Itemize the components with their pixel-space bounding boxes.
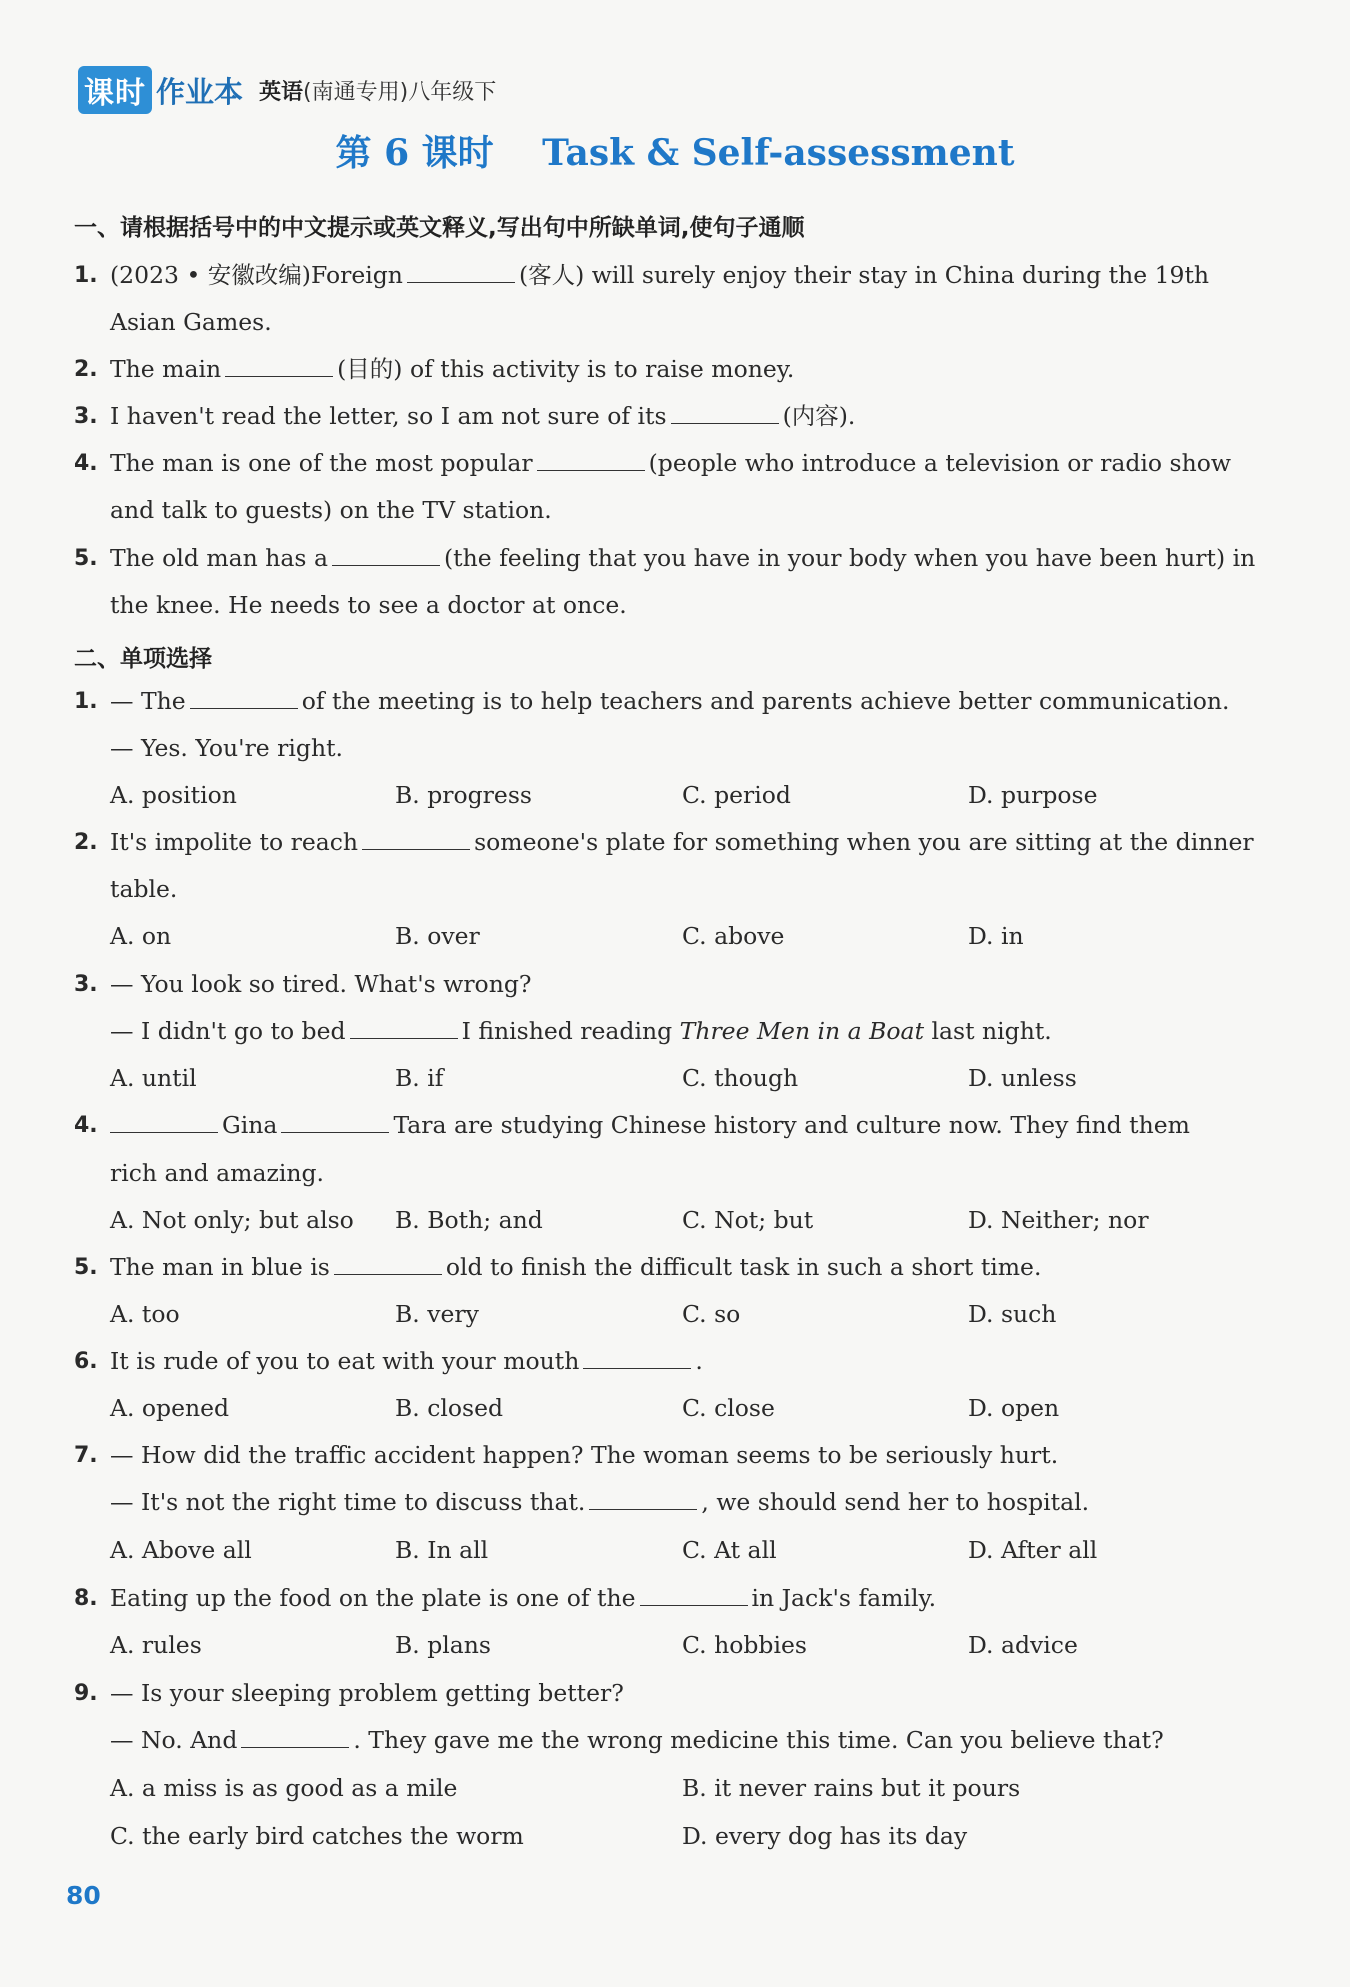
s2-q4-line2: rich and amazing. bbox=[110, 1159, 325, 1187]
option-b[interactable]: B. over bbox=[395, 922, 480, 950]
option-a[interactable]: A. rules bbox=[110, 1631, 202, 1659]
header bbox=[78, 68, 496, 112]
text-a: It is rude of you to eat with your mouth bbox=[110, 1347, 580, 1375]
answer-blank[interactable] bbox=[362, 829, 470, 850]
option-d[interactable]: D. purpose bbox=[968, 781, 1098, 809]
option-d[interactable]: D. in bbox=[968, 922, 1024, 950]
text-b: (内容). bbox=[782, 402, 856, 430]
logo-highlight: 课时 bbox=[78, 66, 152, 114]
item-number: 2. bbox=[74, 357, 98, 382]
option-c[interactable]: C. though bbox=[682, 1064, 799, 1092]
s2-q7-line2 bbox=[110, 1479, 1089, 1526]
question-line: — How did the traffic accident happen? The woman seems to be seriously hurt. bbox=[110, 1441, 1059, 1469]
text-b: (people who introduce a television or radio show bbox=[648, 449, 1231, 477]
question-line bbox=[110, 678, 1230, 725]
page-title: 第 6 课时 Task & Self-assessment bbox=[335, 132, 1015, 174]
question-number: 2. bbox=[74, 830, 98, 855]
text-b: , we should send her to hospital. bbox=[701, 1488, 1090, 1516]
s2-q2-line2: table. bbox=[110, 875, 178, 903]
s1-item-4-line2: and talk to guests) on the TV station. bbox=[110, 496, 552, 524]
question-number: 4. bbox=[74, 1113, 98, 1138]
answer-blank[interactable] bbox=[583, 1348, 691, 1369]
answer-blank[interactable] bbox=[671, 403, 779, 424]
answer-blank[interactable] bbox=[281, 1112, 389, 1133]
option-a[interactable]: A. position bbox=[110, 781, 237, 809]
item-line1 bbox=[110, 252, 1209, 299]
item-number: 5. bbox=[74, 546, 98, 571]
s2-q3-line2 bbox=[110, 1008, 1052, 1055]
answer-blank[interactable] bbox=[332, 545, 440, 566]
option-b[interactable]: B. if bbox=[395, 1064, 444, 1092]
answer-blank[interactable] bbox=[110, 1112, 218, 1133]
option-c[interactable]: C. above bbox=[682, 922, 785, 950]
option-a[interactable]: A. too bbox=[110, 1300, 180, 1328]
text-b: Tara are studying Chinese history and culture now. They find them bbox=[393, 1111, 1190, 1139]
option-a[interactable]: A. Above all bbox=[110, 1536, 252, 1564]
book-title: Three Men in a Boat bbox=[679, 1017, 925, 1045]
item-line1 bbox=[110, 535, 1255, 582]
option-d[interactable]: D. advice bbox=[968, 1631, 1078, 1659]
question-number: 7. bbox=[74, 1443, 98, 1468]
answer-blank[interactable] bbox=[537, 450, 645, 471]
option-b[interactable]: B. Both; and bbox=[395, 1206, 543, 1234]
text-a: The main bbox=[110, 355, 222, 383]
item-line1 bbox=[110, 440, 1231, 487]
text-a: — The bbox=[110, 687, 186, 715]
text-b: (the feeling that you have in your body when you have been hurt) in bbox=[443, 544, 1256, 572]
option-d[interactable]: D. unless bbox=[968, 1064, 1077, 1092]
option-b[interactable]: B. In all bbox=[395, 1536, 489, 1564]
question-line: — Is your sleeping problem getting better? bbox=[110, 1679, 624, 1707]
option-b[interactable]: B. closed bbox=[395, 1394, 504, 1422]
question-number: 1. bbox=[74, 689, 98, 714]
option-b[interactable]: B. plans bbox=[395, 1631, 491, 1659]
option-c[interactable]: C. so bbox=[682, 1300, 741, 1328]
logo-text: 作业本 bbox=[156, 74, 244, 109]
question-line bbox=[110, 1575, 936, 1622]
text-b: someone's plate for something when you are sitting at the dinner bbox=[474, 828, 1254, 856]
question-line bbox=[110, 1338, 703, 1385]
question-line bbox=[110, 1244, 1041, 1291]
answer-blank[interactable] bbox=[640, 1585, 748, 1606]
option-d[interactable]: D. open bbox=[968, 1394, 1060, 1422]
text-a: — No. And bbox=[110, 1726, 238, 1754]
text-b: . bbox=[695, 1347, 703, 1375]
text-a: — I didn't go to bed bbox=[110, 1017, 346, 1045]
subject-label bbox=[259, 75, 496, 106]
text-b: in Jack's family. bbox=[751, 1584, 937, 1612]
s2-q1-line2: — Yes. You're right. bbox=[110, 734, 344, 762]
text-c: last night. bbox=[931, 1017, 1052, 1045]
answer-blank[interactable] bbox=[407, 262, 515, 283]
text-a: Gina bbox=[222, 1111, 278, 1139]
option-c[interactable]: C. hobbies bbox=[682, 1631, 807, 1659]
text-a: I haven't read the letter, so I am not sure of its bbox=[110, 402, 667, 430]
option-a[interactable]: A. opened bbox=[110, 1394, 230, 1422]
option-d[interactable]: D. Neither; nor bbox=[968, 1206, 1149, 1234]
item-number: 4. bbox=[74, 451, 98, 476]
text-b: I finished reading bbox=[461, 1017, 673, 1045]
section1-heading: 一、请根据括号中的中文提示或英文释义,写出句中所缺单词,使句子通顺 bbox=[74, 215, 805, 241]
item-line1 bbox=[110, 393, 855, 440]
question-line bbox=[110, 819, 1254, 866]
question-number: 3. bbox=[74, 972, 98, 997]
item-number: 3. bbox=[74, 404, 98, 429]
question-number: 9. bbox=[74, 1681, 98, 1706]
option-d[interactable]: D. such bbox=[968, 1300, 1057, 1328]
s2-q9-line2 bbox=[110, 1717, 1164, 1764]
answer-blank[interactable] bbox=[190, 688, 298, 709]
item-line1 bbox=[110, 346, 794, 393]
question-line: — You look so tired. What's wrong? bbox=[110, 970, 532, 998]
question-number: 6. bbox=[74, 1349, 98, 1374]
text-a: The old man has a bbox=[110, 544, 328, 572]
answer-blank[interactable] bbox=[225, 356, 333, 377]
option-b[interactable]: B. it never rains but it pours bbox=[682, 1774, 1021, 1802]
text-a: The man in blue is bbox=[110, 1253, 330, 1281]
question-number: 5. bbox=[74, 1255, 98, 1280]
text-a: — It's not the right time to discuss that. bbox=[110, 1488, 586, 1516]
text-b: (客人) will surely enjoy their stay in China during the 19th bbox=[518, 261, 1210, 289]
text-a: The man is one of the most popular bbox=[110, 449, 533, 477]
text-a: (2023 • 安徽改编)Foreign bbox=[110, 261, 403, 289]
option-c[interactable]: C. At all bbox=[682, 1536, 777, 1564]
text-a: It's impolite to reach bbox=[110, 828, 359, 856]
text-a: Eating up the food on the plate is one of the bbox=[110, 1584, 636, 1612]
text-b: old to finish the difficult task in such a short time. bbox=[445, 1253, 1042, 1281]
option-a[interactable]: A. until bbox=[110, 1064, 197, 1092]
option-c[interactable]: C. close bbox=[682, 1394, 775, 1422]
option-b[interactable]: B. progress bbox=[395, 781, 532, 809]
option-a[interactable]: A. Not only; but also bbox=[110, 1206, 354, 1234]
text-b: (目的) of this activity is to raise money. bbox=[337, 355, 795, 383]
option-b[interactable]: B. very bbox=[395, 1300, 479, 1328]
subject-bold: 英语 bbox=[259, 79, 304, 105]
section2-heading: 二、单项选择 bbox=[74, 646, 212, 672]
text-b: . They gave me the wrong medicine this time. Can you believe that? bbox=[353, 1726, 1164, 1754]
question-number: 8. bbox=[74, 1586, 98, 1611]
option-c[interactable]: C. Not; but bbox=[682, 1206, 814, 1234]
answer-blank[interactable] bbox=[350, 1018, 458, 1039]
item-number: 1. bbox=[74, 263, 98, 288]
option-d[interactable]: D. every dog has its day bbox=[682, 1822, 968, 1850]
question-line bbox=[110, 1102, 1190, 1149]
answer-blank[interactable] bbox=[241, 1727, 349, 1748]
s1-item-5-line2: the knee. He needs to see a doctor at once. bbox=[110, 591, 627, 619]
answer-blank[interactable] bbox=[589, 1489, 697, 1510]
page-number: 80 bbox=[66, 1881, 101, 1910]
option-c[interactable]: C. period bbox=[682, 781, 791, 809]
answer-blank[interactable] bbox=[334, 1254, 442, 1275]
option-c[interactable]: C. the early bird catches the worm bbox=[110, 1822, 524, 1850]
subject-rest: (南通专用)八年级下 bbox=[303, 79, 497, 105]
text-b: of the meeting is to help teachers and parents achieve better communication. bbox=[301, 687, 1230, 715]
option-d[interactable]: D. After all bbox=[968, 1536, 1098, 1564]
option-a[interactable]: A. a miss is as good as a mile bbox=[110, 1774, 458, 1802]
s1-item-1-line2: Asian Games. bbox=[110, 308, 272, 336]
option-a[interactable]: A. on bbox=[110, 922, 172, 950]
